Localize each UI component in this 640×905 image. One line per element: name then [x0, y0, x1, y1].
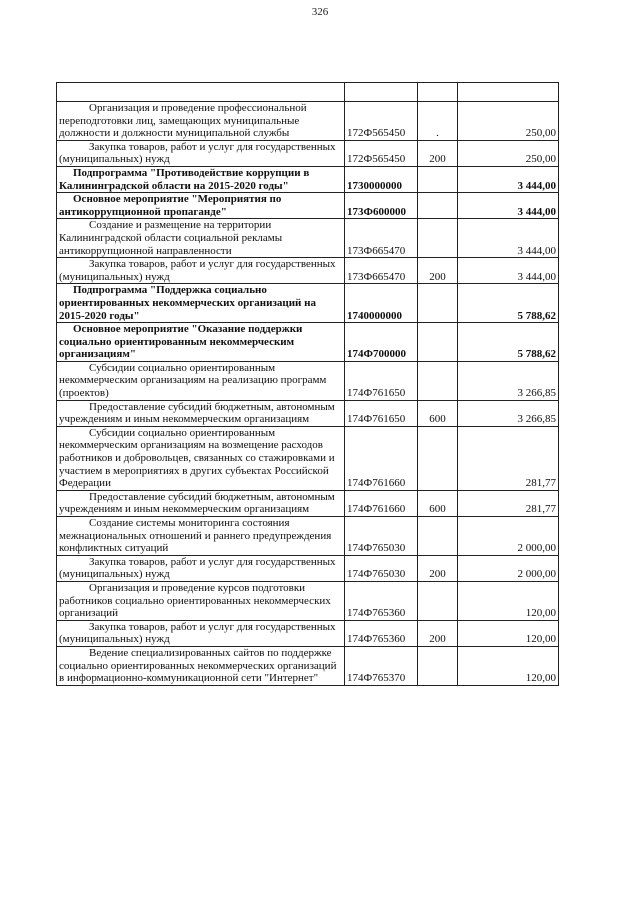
row-code-cell: 174Ф761660: [345, 426, 418, 490]
row-expense-type-cell: 200: [418, 555, 458, 581]
row-name-cell: Предоставление субсидий бюджетным, автономным учреждениям и иным некоммерческим организациям: [57, 490, 345, 516]
table-row: [57, 284, 559, 323]
row-amount-cell: 120,00: [458, 581, 559, 620]
row-code-cell: 1740000000: [345, 284, 418, 323]
row-name-cell: Ведение специализированных сайтов по поддержке социально ориентированных некоммерческих организаций в информационно-коммуникационной сети "Интернет": [57, 646, 345, 685]
row-amount-cell: 5 788,62: [458, 323, 559, 362]
row-expense-type-cell: [418, 219, 458, 258]
table-row: [57, 140, 559, 166]
table-row: [57, 620, 559, 646]
row-name-cell: Субсидии социально ориентированным некоммерческим организациям на возмещение расходов работников и добровольцев, связанных со стажировками и участием в мероприятиях в других субъектах Российской Федерации: [57, 426, 345, 490]
row-amount-cell: 2 000,00: [458, 555, 559, 581]
row-code-cell: 174Ф761660: [345, 490, 418, 516]
row-code-cell: 174Ф761650: [345, 361, 418, 400]
row-name-cell: Закупка товаров, работ и услуг для государственных (муниципальных) нужд: [57, 555, 345, 581]
row-expense-type-cell: [418, 193, 458, 219]
row-amount-cell: 120,00: [458, 646, 559, 685]
row-expense-type-cell: 200: [418, 620, 458, 646]
table-row: [57, 646, 559, 685]
row-name-cell: Подпрограмма "Противодействие коррупции в Калининградской области на 2015-2020 годы": [57, 166, 345, 192]
table-row: [57, 193, 559, 219]
row-expense-type-cell: [418, 581, 458, 620]
row-name-cell: Создание и размещение на территории Калининградской области социальной рекламы антикоррупционной направленности: [57, 219, 345, 258]
row-expense-type-cell: [418, 426, 458, 490]
row-amount-cell: 3 444,00: [458, 219, 559, 258]
row-expense-type-cell: [418, 284, 458, 323]
row-code-cell: 174Ф765030: [345, 555, 418, 581]
row-name-cell: Создание системы мониторинга состояния межнациональных отношений и раннего предупреждения конфликтных ситуаций: [57, 517, 345, 556]
table-top-spacer: [57, 83, 559, 102]
row-code-cell: 174Ф765360: [345, 581, 418, 620]
row-name-cell: Закупка товаров, работ и услуг для государственных (муниципальных) нужд: [57, 140, 345, 166]
row-expense-type-cell: [418, 166, 458, 192]
row-code-cell: 174Ф765370: [345, 646, 418, 685]
row-amount-cell: 3 266,85: [458, 361, 559, 400]
table-row: [57, 400, 559, 426]
row-code-cell: 172Ф565450: [345, 140, 418, 166]
row-name-cell: Закупка товаров, работ и услуг для государственных (муниципальных) нужд: [57, 620, 345, 646]
table-row: [57, 323, 559, 362]
row-name-cell: Организация и проведение профессиональной переподготовки лиц, замещающих муниципальные должности и должности муниципальной службы: [57, 102, 345, 141]
row-expense-type-cell: 600: [418, 490, 458, 516]
row-code-cell: 173Ф665470: [345, 258, 418, 284]
row-amount-cell: 281,77: [458, 490, 559, 516]
row-code-cell: 174Ф700000: [345, 323, 418, 362]
row-amount-cell: 120,00: [458, 620, 559, 646]
row-expense-type-cell: [418, 361, 458, 400]
row-code-cell: 173Ф665470: [345, 219, 418, 258]
row-expense-type-cell: [418, 323, 458, 362]
row-name-cell: Субсидии социально ориентированным некоммерческим организациям на реализацию программ (проектов): [57, 361, 345, 400]
row-code-cell: 1730000000: [345, 166, 418, 192]
row-amount-cell: 3 266,85: [458, 400, 559, 426]
table-row: [57, 490, 559, 516]
row-name-cell: Закупка товаров, работ и услуг для государственных (муниципальных) нужд: [57, 258, 345, 284]
page-number: 326: [311, 6, 329, 18]
table-row: [57, 102, 559, 141]
row-name-cell: Организация и проведение курсов подготовки работников социально ориентированных некоммерческих организаций: [57, 581, 345, 620]
table-row: [57, 426, 559, 490]
table-row: [57, 581, 559, 620]
row-expense-type-cell: [418, 646, 458, 685]
table-row: [57, 517, 559, 556]
row-expense-type-cell: [418, 517, 458, 556]
row-code-cell: 174Ф761650: [345, 400, 418, 426]
row-amount-cell: 5 788,62: [458, 284, 559, 323]
row-amount-cell: 281,77: [458, 426, 559, 490]
row-amount-cell: 2 000,00: [458, 517, 559, 556]
row-amount-cell: 3 444,00: [458, 193, 559, 219]
row-name-cell: Предоставление субсидий бюджетным, автономным учреждениям и иным некоммерческим организациям: [57, 400, 345, 426]
row-amount-cell: 250,00: [458, 140, 559, 166]
table-row: [57, 166, 559, 192]
row-expense-type-cell: .: [418, 102, 458, 141]
row-code-cell: 174Ф765030: [345, 517, 418, 556]
row-expense-type-cell: 600: [418, 400, 458, 426]
budget-table: [56, 82, 559, 686]
row-amount-cell: 3 444,00: [458, 258, 559, 284]
table-row: [57, 258, 559, 284]
row-amount-cell: 250,00: [458, 102, 559, 141]
row-expense-type-cell: 200: [418, 140, 458, 166]
table-row: [57, 555, 559, 581]
row-name-cell: Основное мероприятие "Оказание поддержки социально ориентированным некоммерческим организациям": [57, 323, 345, 362]
table-row: [57, 219, 559, 258]
row-expense-type-cell: 200: [418, 258, 458, 284]
row-name-cell: Основное мероприятие "Мероприятия по антикоррупционной пропаганде": [57, 193, 345, 219]
row-name-cell: Подпрограмма "Поддержка социально ориентированных некоммерческих организаций на 2015-2020 годы": [57, 284, 345, 323]
row-code-cell: 173Ф600000: [345, 193, 418, 219]
row-code-cell: 172Ф565450: [345, 102, 418, 141]
row-code-cell: 174Ф765360: [345, 620, 418, 646]
row-amount-cell: 3 444,00: [458, 166, 559, 192]
table-row: [57, 361, 559, 400]
